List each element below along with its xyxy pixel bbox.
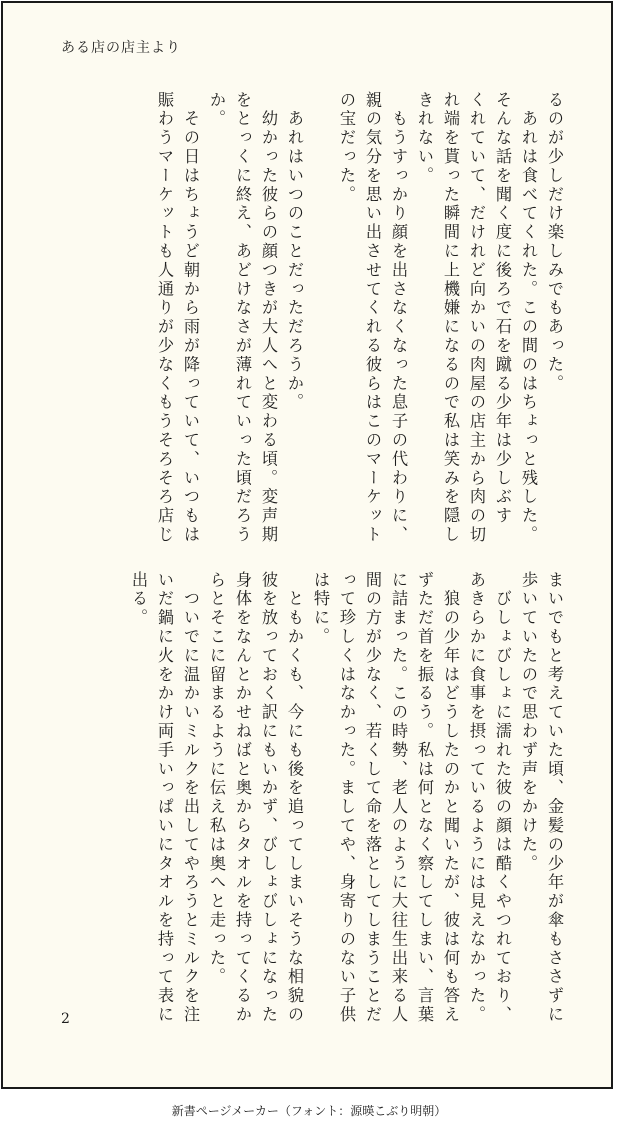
text-column: 間の方が少なく、若くして命を落としてしまうことだ [363,571,382,1025]
text-column: その日はちょうど朝から雨が降っていて、いつもは [181,91,200,545]
text-column: あきらかに食事を摂っているようには見えなかった。 [467,571,486,1025]
footer-credit: 新書ページメーカー（フォント：源暎こぶり明朝） [171,1104,447,1118]
text-column: いだ鍋に火をかけ両手いっぱいにタオルを持って表に [155,571,174,1025]
text-column: まいでもと考えていた頃、金髪の少年が傘もささずに [545,571,564,1025]
text-block-top [151,91,567,543]
text-column: 歩いていたので思わず声をかけた。 [519,571,538,874]
text-column: をとっくに終え、あどけなさが薄れていった頃だろう [233,91,252,545]
book-page [1,1,613,1089]
text-column: るのが少しだけ楽しみでもあった。 [545,91,564,394]
text-column: 彼を放っておく訳にもいかず、びしょびしょになった [259,571,278,1025]
text-column: か。 [207,91,226,129]
text-column: 狼の少年はどうしたのかと聞いたが、彼は何も答え [441,571,460,1025]
text-column: 出る。 [129,571,148,628]
text-block-bottom [125,571,567,1023]
text-column: もうすっかり顔を出さなくなった息子の代わりに、 [389,91,408,545]
text-column: あれは食べてくれた。この間のはちょっと残した。 [519,91,538,545]
text-column: あれはいつのことだっただろうか。 [285,91,304,413]
text-column: きれない。 [415,91,434,186]
text-column: 親の気分を思い出させてくれる彼らはこのマーケット [363,91,382,545]
text-column: に詰まった。この時勢、老人のように大往生出来る人 [389,571,408,1025]
text-column: ともかくも、今にも後を追ってしまいそうな相貌の [285,571,304,1025]
text-column: 身体をなんとかせねばと奥からタオルを持ってくるか [233,571,252,1025]
text-column: ついでに温かいミルクを出してやろうとミルクを注 [181,571,200,1025]
text-column: くれていて、だけれど向かいの肉屋の店主から肉の切 [467,91,486,545]
text-column: の宝だった。 [337,91,356,205]
text-column: れ端を貰った瞬間に上機嫌になるので私は笑みを隠し [441,91,460,545]
text-column: 賑わうマーケットも人通りが少なくもうそろそろ店じ [155,91,174,545]
text-column: は特に。 [311,571,330,647]
text-column: ずただ首を振るう。私は何となく察してしまい、言葉 [415,571,434,1025]
text-column: らとそこに留まるように伝え私は奥へと走った。 [207,571,226,987]
running-header: ある店の店主より [61,40,181,56]
text-column: 幼かった彼らの顔つきが大人へと変わる頃。変声期 [259,91,278,545]
text-column: って珍しくはなかった。ましてや、身寄りのない子供 [337,571,356,1025]
text-column: そんな話を聞く度に後ろで石を蹴る少年は少しぶす [493,91,512,526]
text-column: びしょびしょに濡れた彼の顔は酷くやつれており、 [493,571,512,1025]
page-number: 2 [61,1011,70,1027]
